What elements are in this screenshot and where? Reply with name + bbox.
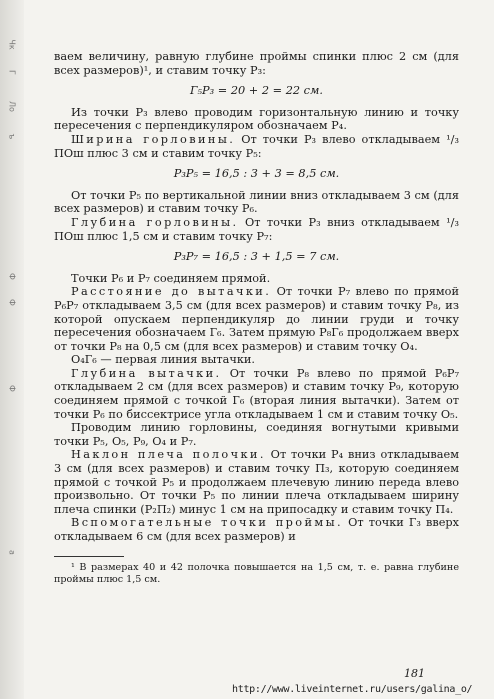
page-number: 181 — [404, 667, 425, 680]
paragraph: Проводим линию горловины, соединяя вогнутыми кривыми точки Р₅, О₅, Р₉, О₄ и Р₇. — [54, 421, 459, 448]
paragraph — [54, 448, 459, 516]
margin-note: Ф — [7, 299, 17, 306]
paragraph — [54, 216, 459, 243]
footnote: ¹ В размерах 40 и 42 полочка повышается на 1,5 см, т. е. равна глубине проймы плюс 1,5 см. — [54, 561, 459, 585]
paragraph: Из точки Р₃ влево проводим горизонтальную линию и точку пересечения с перпендикуляром обозначаем Р₄. — [54, 105, 459, 133]
margin-note: Ло — [7, 101, 17, 112]
margin-note: а — [7, 550, 17, 555]
paragraph — [54, 367, 459, 421]
page-body — [54, 50, 459, 586]
section-heading: Наклон плеча полочки. — [71, 448, 266, 462]
section-heading: Ширина горловины. — [71, 132, 236, 146]
section-heading: Расстояние до вытачки. — [71, 285, 272, 299]
paragraph-text: От точки Р₈ влево по прямой Р₆Р₇ откладываем 2 см (для всех размеров) и ставим точку Р₉, которую соединяем прямой с точкой Г₆ (вторая линия вытачки). Затем от точки Р₆ по биссектрисе угла откладываем 1 см и ставим точку О₅. — [54, 366, 459, 421]
equation: Р₃Р₅ = 16,5 : 3 + 3 = 8,5 см. — [173, 167, 340, 181]
paragraph — [54, 133, 459, 160]
paragraph-text: От точки Р₄ вниз откладываем 3 см (для всех размеров) и ставим точку П₃, которую соединяем прямой с точкой Р₅ и продолжаем плечевую линию переда влево произвольно. От точки Р₅ по линии плеча откладываем ширину плеча спинки (Р₂П₂) минус 1 см на припосадку и ставим точку П₄. — [54, 448, 459, 516]
equation: Г₅Р₃ = 20 + 2 = 22 см. — [190, 84, 323, 98]
margin-note: Ф — [7, 385, 17, 392]
equation: Р₃Р₇ = 16,5 : 3 + 1,5 = 7 см. — [173, 250, 340, 264]
paragraph-text: От точки Р₇ влево по прямой Р₆Р₇ откладываем 3,5 см (для всех размеров) и ставим точку Р₈, из которой опускаем перпендикуляр до линии груди и точку пересечения обозначаем Г₆. Затем прямую Р₈Г₆ продолжаем вверх от точки Р₈ на 0,5 см (для всех размеров) и ставим точку О₄. — [54, 285, 459, 353]
margin-note: Ф — [7, 273, 17, 280]
section-heading: Глубина вытачки. — [71, 366, 222, 380]
section-heading: Вспомогательные точки проймы. — [71, 516, 344, 530]
paragraph — [54, 516, 459, 543]
paragraph-text: От точки Г₃ вверх откладываем 6 см (для всех размеров) и — [54, 516, 459, 543]
paragraph: От точки Р₅ по вертикальной линии вниз откладываем 3 см (для всех размеров) и ставим точку Р₆. — [54, 188, 459, 216]
margin-note: Чк — [7, 39, 17, 50]
margin-note: Г — [7, 70, 17, 75]
paragraph: ваем величину, равную глубине проймы спинки плюс 2 см (для всех размеров)¹, и ставим точку Р₃: — [54, 50, 459, 77]
paragraph — [54, 285, 459, 353]
margin-note: ъ — [7, 133, 17, 140]
source-watermark-url: http://www.liveinternet.ru/users/galina_o/ — [232, 684, 473, 695]
paragraph-text: От точки Р₃ влево откладываем ¹/₃ ПОш плюс 3 см и ставим точку Р₅: — [54, 132, 459, 160]
paragraph-text: От точки Р₃ вниз откладываем ¹/₃ ПОш плюс 1,5 см и ставим точку Р₇: — [54, 215, 460, 243]
section-heading: Глубина горловины. — [71, 215, 239, 229]
paragraph: О₄Г₆ — первая линия вытачки. — [71, 353, 256, 367]
paragraph: Точки Р₆ и Р₇ соединяем прямой. — [71, 271, 271, 285]
footnote-divider — [54, 556, 124, 557]
